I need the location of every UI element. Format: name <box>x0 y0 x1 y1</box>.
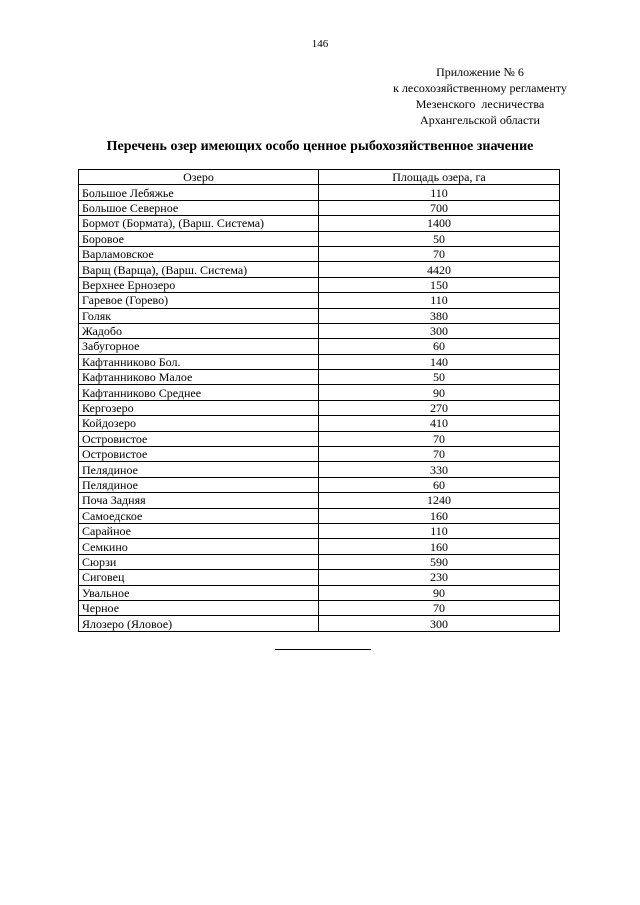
lake-area-cell: 110 <box>319 293 560 308</box>
lake-name-cell: Самоедское <box>79 508 319 523</box>
lake-name-cell: Большое Лебяжье <box>79 185 319 200</box>
lake-name-cell: Кафтанниково Среднее <box>79 385 319 400</box>
table-row <box>79 554 560 569</box>
table-row <box>79 477 560 492</box>
table-row <box>79 416 560 431</box>
lake-name-cell: Поча Задняя <box>79 493 319 508</box>
lake-name-cell: Жадобо <box>79 323 319 338</box>
lake-area-cell: 330 <box>319 462 560 477</box>
table-row <box>79 185 560 200</box>
lake-name-cell: Голяк <box>79 308 319 323</box>
lake-area-cell: 70 <box>319 447 560 462</box>
table-row <box>79 370 560 385</box>
lake-area-cell: 90 <box>319 385 560 400</box>
table-row <box>79 400 560 415</box>
lake-name-cell: Гаревое (Горево) <box>79 293 319 308</box>
table-row <box>79 523 560 538</box>
appendix-line: Приложение № 6 <box>436 65 524 79</box>
lake-area-cell: 230 <box>319 570 560 585</box>
lake-name-cell: Варламовское <box>79 246 319 261</box>
table-row <box>79 431 560 446</box>
table-row <box>79 570 560 585</box>
lake-area-cell: 60 <box>319 339 560 354</box>
lake-area-cell: 590 <box>319 554 560 569</box>
table-row <box>79 616 560 631</box>
lake-name-cell: Забугорное <box>79 339 319 354</box>
table-body <box>79 185 560 631</box>
table-row <box>79 508 560 523</box>
appendix-line: Мезенского лесничества <box>415 97 545 111</box>
table-row <box>79 308 560 323</box>
appendix-block <box>340 64 620 128</box>
lake-area-cell: 380 <box>319 308 560 323</box>
lake-area-cell: 60 <box>319 477 560 492</box>
table-row <box>79 277 560 292</box>
table-row <box>79 447 560 462</box>
lake-area-cell: 90 <box>319 585 560 600</box>
table-row <box>79 354 560 369</box>
lake-area-cell: 70 <box>319 431 560 446</box>
lake-name-cell: Черное <box>79 600 319 615</box>
table-row <box>79 216 560 231</box>
lake-area-cell: 270 <box>319 400 560 415</box>
table-row <box>79 339 560 354</box>
lake-name-cell: Ялозеро (Яловое) <box>79 616 319 631</box>
lake-name-cell: Кафтанниково Бол. <box>79 354 319 369</box>
lake-name-cell: Большое Северное <box>79 200 319 215</box>
table-row <box>79 200 560 215</box>
lake-area-cell: 700 <box>319 200 560 215</box>
column-header-area: Площадь озера, га <box>319 170 560 185</box>
table-row <box>79 493 560 508</box>
lake-area-cell: 300 <box>319 616 560 631</box>
lake-area-cell: 150 <box>319 277 560 292</box>
lake-name-cell: Островистое <box>79 447 319 462</box>
lake-area-cell: 110 <box>319 185 560 200</box>
footer-divider <box>275 649 371 650</box>
lake-area-cell: 70 <box>319 600 560 615</box>
appendix-line: к лесохозяйственному регламенту <box>393 81 567 95</box>
lake-name-cell: Верхнее Ернозеро <box>79 277 319 292</box>
column-header-lake: Озеро <box>79 170 319 185</box>
lake-name-cell: Увальное <box>79 585 319 600</box>
lake-area-cell: 160 <box>319 508 560 523</box>
lake-name-cell: Кергозеро <box>79 400 319 415</box>
table-row <box>79 262 560 277</box>
lake-area-cell: 110 <box>319 523 560 538</box>
table-row <box>79 293 560 308</box>
lake-name-cell: Варщ (Варща), (Варш. Система) <box>79 262 319 277</box>
table-row <box>79 385 560 400</box>
lake-area-cell: 300 <box>319 323 560 338</box>
table-row <box>79 585 560 600</box>
lake-area-cell: 50 <box>319 231 560 246</box>
lake-name-cell: Пелядиное <box>79 462 319 477</box>
lake-name-cell: Койдозеро <box>79 416 319 431</box>
lake-area-cell: 1400 <box>319 216 560 231</box>
lake-name-cell: Сарайное <box>79 523 319 538</box>
table-header-row <box>79 170 560 185</box>
lake-area-cell: 70 <box>319 246 560 261</box>
table-row <box>79 323 560 338</box>
lake-name-cell: Пелядиное <box>79 477 319 492</box>
lake-name-cell: Боровое <box>79 231 319 246</box>
table-row <box>79 246 560 261</box>
lake-name-cell: Сюрзи <box>79 554 319 569</box>
lakes-table <box>78 169 560 632</box>
lake-name-cell: Семкино <box>79 539 319 554</box>
lake-name-cell: Островистое <box>79 431 319 446</box>
lake-name-cell: Бормот (Бормата), (Варш. Система) <box>79 216 319 231</box>
lake-area-cell: 410 <box>319 416 560 431</box>
lake-name-cell: Кафтанниково Малое <box>79 370 319 385</box>
table-row <box>79 600 560 615</box>
table-row <box>79 539 560 554</box>
lake-area-cell: 50 <box>319 370 560 385</box>
appendix-line: Архангельской области <box>420 113 540 127</box>
lake-area-cell: 1240 <box>319 493 560 508</box>
lake-area-cell: 4420 <box>319 262 560 277</box>
lake-area-cell: 160 <box>319 539 560 554</box>
document-title: Перечень озер имеющих особо ценное рыбохозяйственное значение <box>106 139 534 154</box>
table-row <box>79 231 560 246</box>
lake-area-cell: 140 <box>319 354 560 369</box>
lake-name-cell: Сиговец <box>79 570 319 585</box>
table-row <box>79 462 560 477</box>
page-number: 146 <box>311 38 329 50</box>
